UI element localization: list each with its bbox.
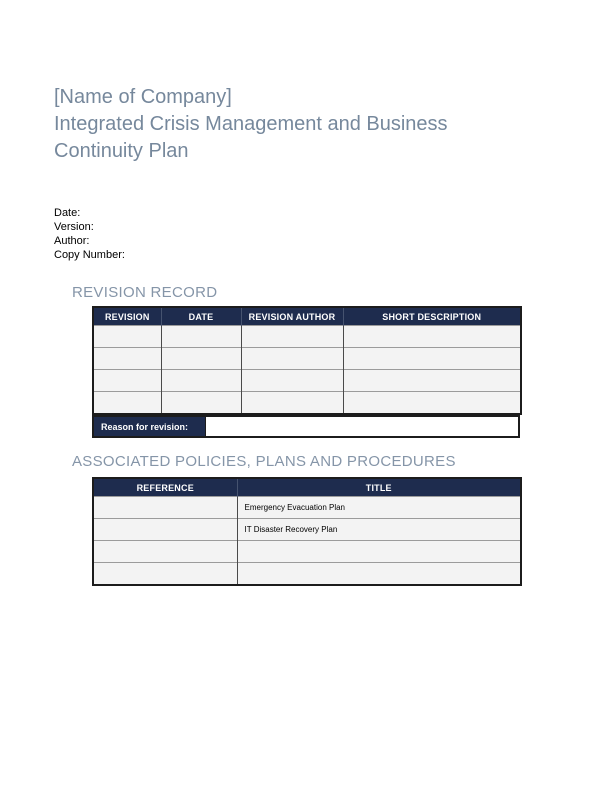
associated-policies-table (92, 477, 522, 586)
table-cell (93, 392, 161, 415)
revision-author-header-cell: REVISION AUTHOR (241, 307, 343, 326)
table-row (93, 541, 521, 563)
table-cell (343, 348, 521, 370)
table-row (93, 392, 521, 415)
table-cell (93, 563, 237, 586)
date-header-cell: DATE (161, 307, 241, 326)
table-cell (93, 348, 161, 370)
associated-table-header-row (93, 478, 521, 497)
reason-for-revision-row (92, 415, 520, 438)
reason-for-revision-value (206, 417, 518, 436)
table-row (93, 370, 521, 392)
table-cell (343, 392, 521, 415)
table-row (93, 497, 521, 519)
meta-author-label: Author: (54, 235, 90, 247)
table-cell (93, 519, 237, 541)
table-cell (161, 370, 241, 392)
table-cell (93, 370, 161, 392)
table-cell (343, 370, 521, 392)
table-cell (237, 541, 521, 563)
meta-copy-number-label: Copy Number: (54, 249, 125, 261)
table-cell: IT Disaster Recovery Plan (237, 519, 521, 541)
title-plan-line: Integrated Crisis Management and Business Continuity Plan (54, 113, 448, 162)
short-description-header-cell: SHORT DESCRIPTION (343, 307, 521, 326)
meta-block (54, 206, 125, 262)
table-cell (343, 326, 521, 348)
table-row (93, 519, 521, 541)
title-header-cell: TITLE (237, 478, 521, 497)
table-cell (241, 370, 343, 392)
revision-table-header-row (93, 307, 521, 326)
table-cell (93, 326, 161, 348)
document-title (54, 84, 526, 165)
table-cell (237, 563, 521, 586)
table-cell (161, 348, 241, 370)
table-cell (93, 541, 237, 563)
table-cell (241, 348, 343, 370)
reason-for-revision-label: Reason for revision: (94, 417, 206, 436)
meta-version-label: Version: (54, 221, 94, 233)
table-cell (241, 392, 343, 415)
reference-header-cell: REFERENCE (93, 478, 237, 497)
meta-date-label: Date: (54, 207, 81, 219)
title-company-line: [Name of Company] (54, 86, 232, 108)
table-cell (161, 326, 241, 348)
section-heading-revision-record: REVISION RECORD (72, 284, 218, 301)
section-heading-associated-policies: ASSOCIATED POLICIES, PLANS AND PROCEDURES (72, 453, 456, 470)
table-row (93, 348, 521, 370)
table-cell (241, 326, 343, 348)
table-row (93, 326, 521, 348)
revision-header-cell: REVISION (93, 307, 161, 326)
table-cell (161, 392, 241, 415)
table-cell: Emergency Evacuation Plan (237, 497, 521, 519)
revision-record-table (92, 306, 522, 415)
table-cell (93, 497, 237, 519)
table-row (93, 563, 521, 586)
